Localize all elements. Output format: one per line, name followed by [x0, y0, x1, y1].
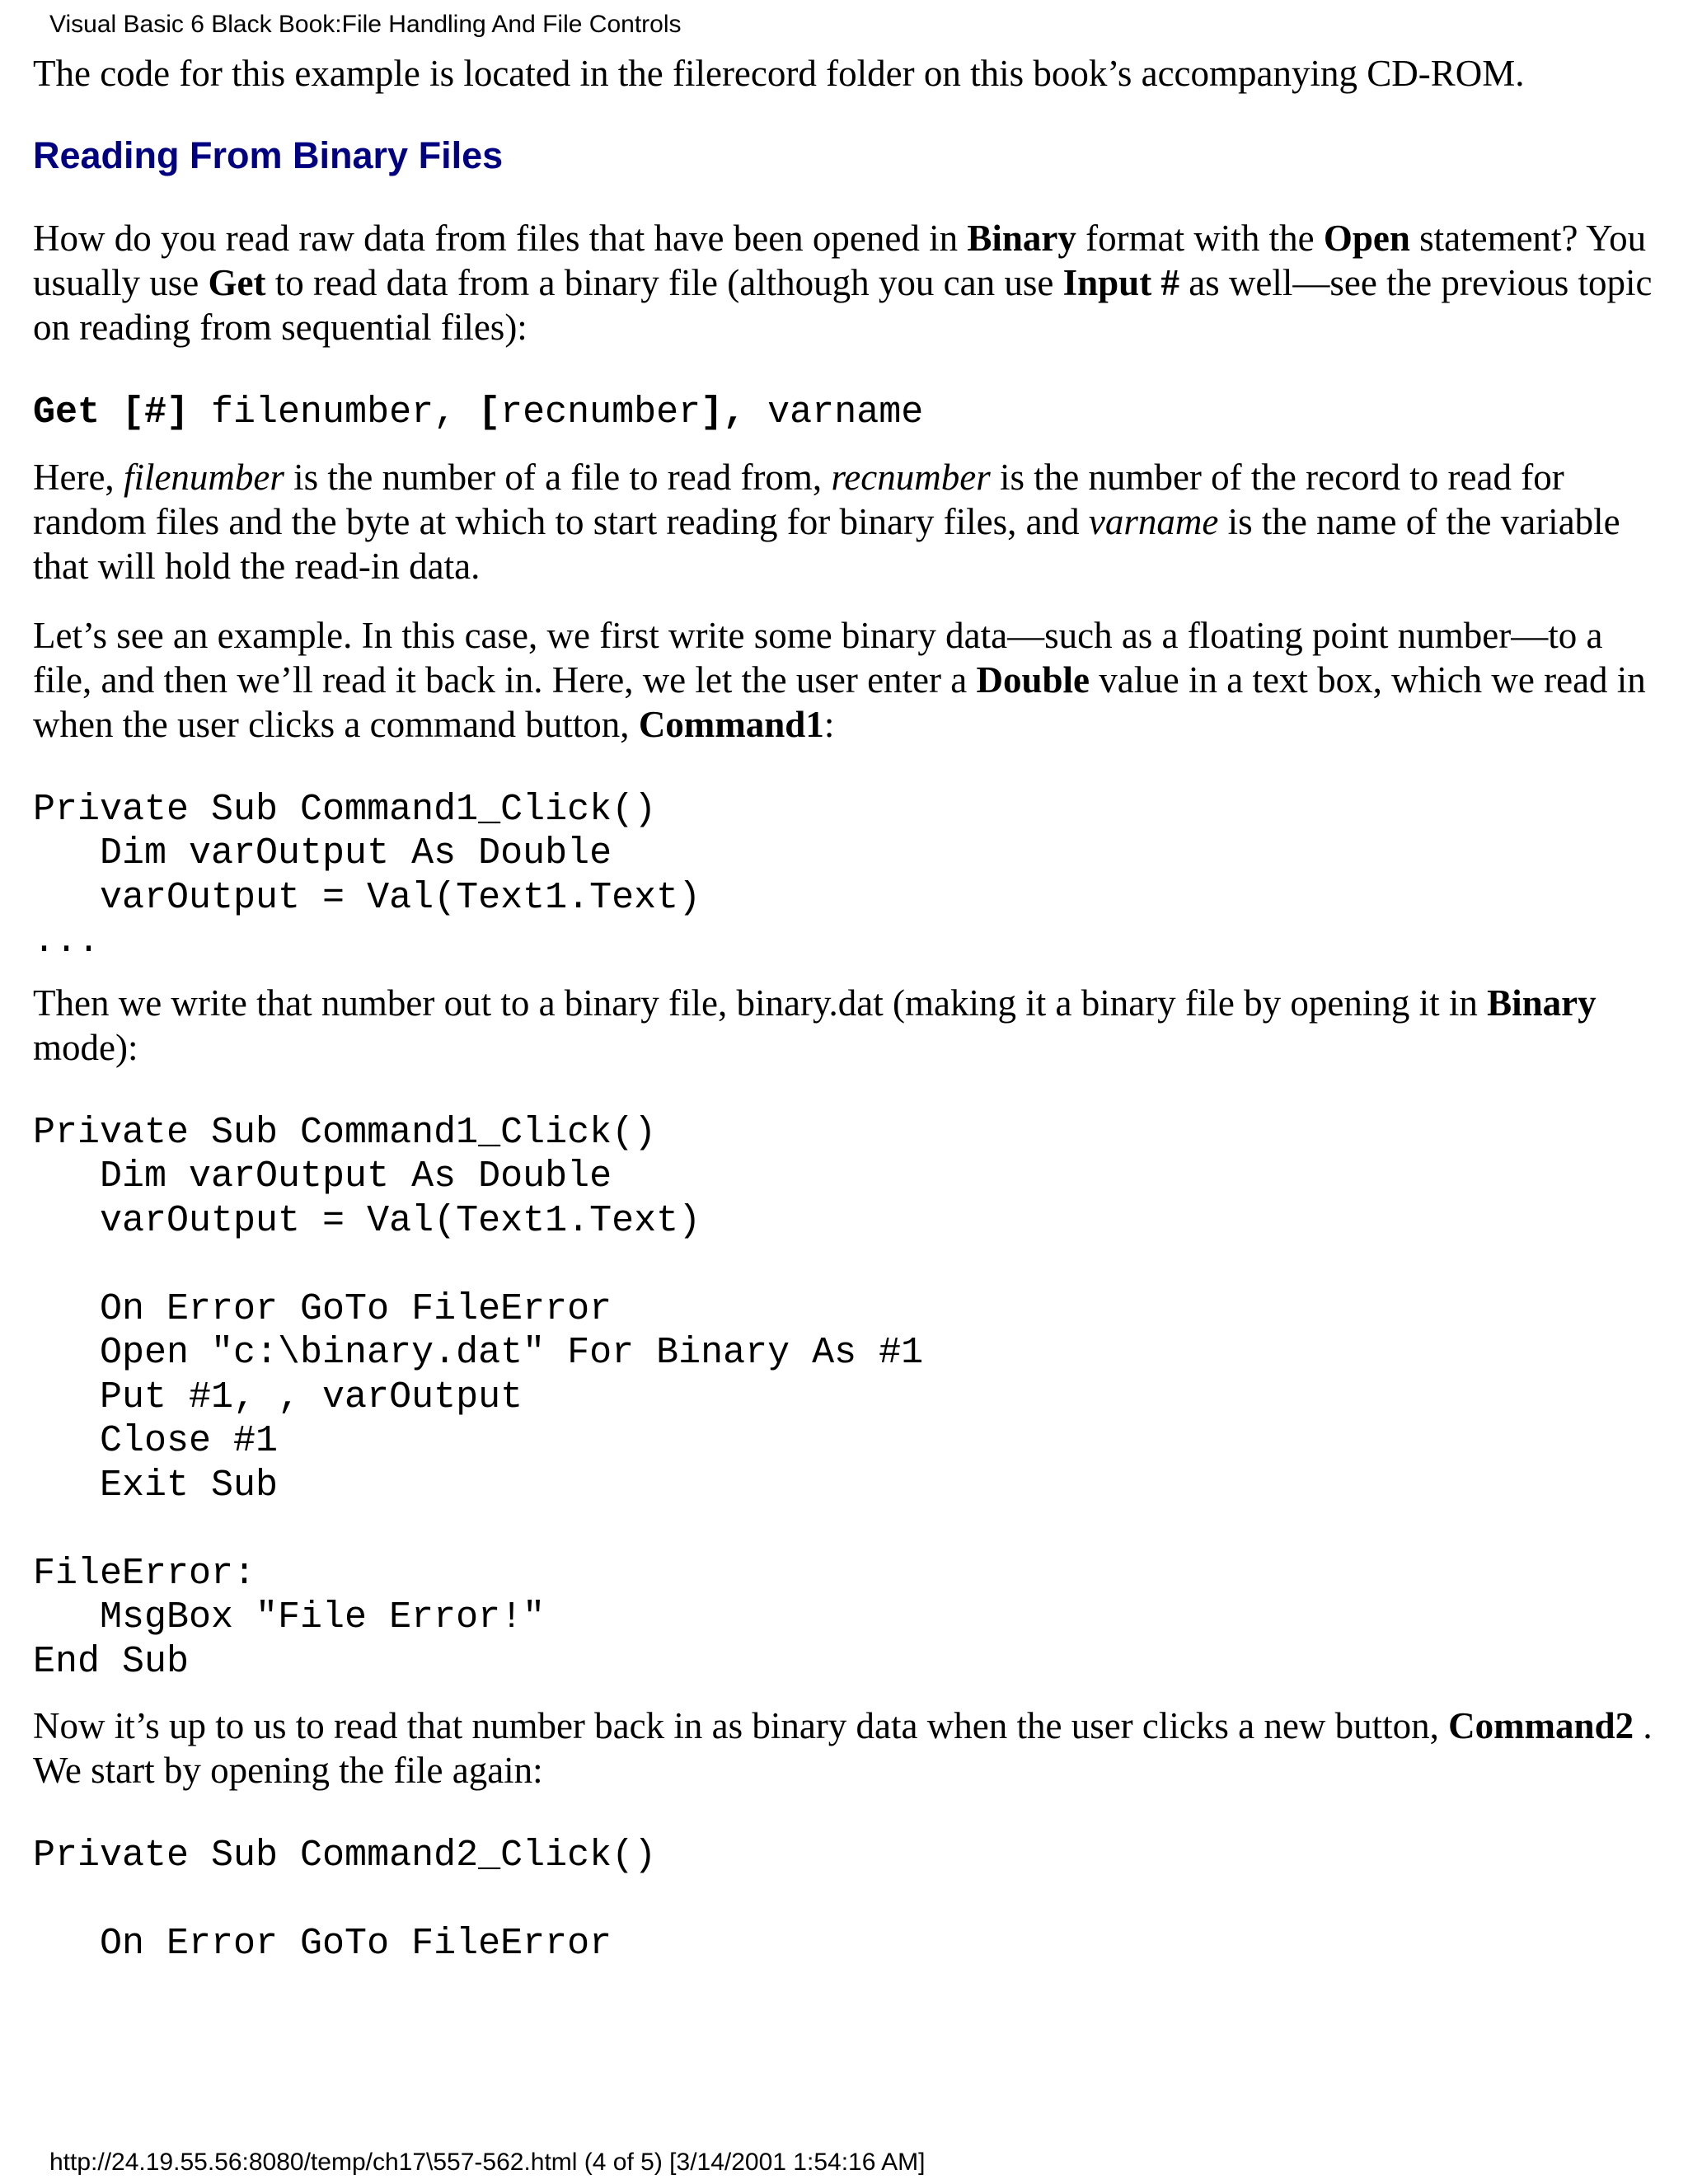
intro-line: The code for this example is located in the filerecord folder on this book’s accompanying CD-ROM. — [33, 53, 1525, 94]
param-filenumber: filenumber — [123, 456, 284, 498]
text: mode): — [33, 1026, 138, 1068]
syntax-line — [33, 391, 1665, 435]
text: Here, — [33, 456, 124, 498]
document-body — [33, 51, 1665, 1966]
section-heading: Reading From Binary Files — [33, 134, 504, 176]
keyword-double: Double — [976, 658, 1090, 701]
keyword-binary: Binary — [1487, 982, 1597, 1024]
paragraph-parameters — [33, 455, 1665, 588]
syntax-bracket-close: ], — [701, 391, 746, 434]
keyword-command1: Command1 — [638, 703, 824, 745]
text: format with the — [1076, 218, 1324, 259]
syntax-text: recnumber — [500, 391, 701, 434]
text: . We start by opening the file again: — [33, 1705, 1653, 1791]
keyword-input: Input # — [1062, 262, 1179, 303]
text: How do you read raw data from files that have been opened in — [33, 218, 968, 259]
text: as well—see the previous topic on reading from sequential files): — [33, 262, 1653, 348]
text: value in a text box, which we read in when the user clicks a command button, — [33, 658, 1646, 745]
text: to read data from a binary file (although you can use — [265, 262, 1063, 303]
page-footer-url: http://24.19.55.56:8080/temp/ch17\557-562.html (4 of 5) [3/14/2001 1:54:16 AM] — [49, 2149, 926, 2176]
syntax-text: varname — [745, 391, 924, 434]
code-block-1: Private Sub Command1_Click() Dim varOutput As Double varOutput = Val(Text1.Text) ... — [33, 788, 701, 963]
paragraph-binary-intro — [33, 216, 1665, 349]
text: statement? You usually use — [33, 218, 1647, 303]
param-recnumber: recnumber — [831, 456, 991, 498]
text: is the number of the record to read for random files and the byte at which to start reading for binary files, and — [33, 456, 1564, 542]
keyword-get: Get — [208, 262, 266, 303]
text: is the name of the variable that will hold the read-in data. — [33, 500, 1620, 587]
keyword-open: Open — [1323, 218, 1410, 259]
page-header-title: Visual Basic 6 Black Book:File Handling And File Controls — [49, 11, 682, 38]
paragraph-read-back — [33, 1704, 1665, 1793]
code-block-2: Private Sub Command1_Click() Dim varOutput As Double varOutput = Val(Text1.Text) On Error GoTo FileError Open "c:\binary.dat" For Binary As #1 Put #1, , varOutput Close #1 Exit Sub FileError: MsgBox "File Error!" End Sub — [33, 1111, 924, 1683]
text: Now it’s up to us to read that number back in as binary data when the user clicks a new button, — [33, 1705, 1449, 1746]
text: Let’s see an example. In this case, we first write some binary data—such as a floating point number—to a file, and then we’ll read it back in. Here, we let the user enter a — [33, 614, 1603, 701]
keyword-binary: Binary — [967, 218, 1076, 259]
paragraph-write-binary — [33, 981, 1665, 1070]
syntax-text: filenumber, — [189, 391, 479, 434]
paragraph-example — [33, 613, 1665, 747]
text: Then we write that number out to a binary file, binary.dat (making it a binary file by opening it in — [33, 982, 1488, 1024]
text: : — [823, 703, 835, 745]
text: is the number of a file to read from, — [284, 456, 832, 498]
keyword-command2: Command2 — [1448, 1705, 1634, 1746]
syntax-bracket-open: [ — [478, 391, 501, 434]
param-varname: varname — [1088, 500, 1219, 542]
syntax-keyword: Get [#] — [33, 391, 190, 434]
code-block-3: Private Sub Command2_Click() On Error GoTo FileError — [33, 1835, 657, 1965]
